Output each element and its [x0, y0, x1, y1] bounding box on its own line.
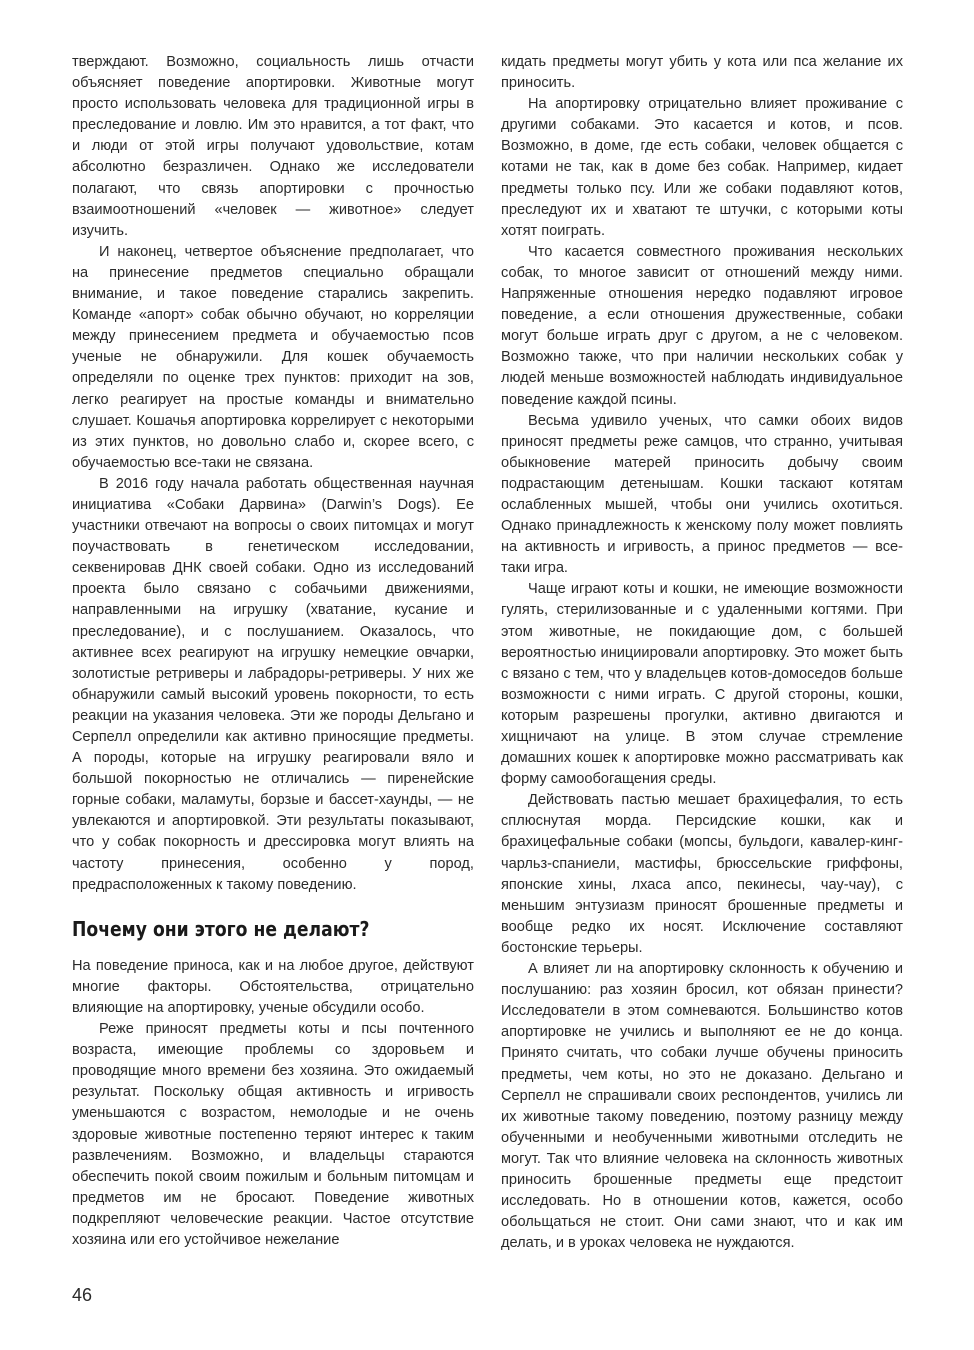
paragraph: тверждают. Возможно, социальность лишь отчасти объясняет поведение апортировки. Животные могут просто использовать человека для традиционной игры в преследование и ловлю. Им это нравится, а тот факт, что и люди от этой игры получают удовольствие, котам абсолютно безразличен. Однако же исследователи полагают, что связь апортировки с прочностью взаимоотношений «человек — животное» следует изучить. [72, 54, 474, 239]
paragraph: кидать предметы могут убить у кота или пса желание их приносить. [501, 54, 903, 92]
paragraph: Что касается совместного проживания нескольких собак, то многое зависит от отношений между ними. Напряженные отношения нередко подавляют игровое поведение, а если отношения дружественные, собаки могут больше играть друг с другом, а не с человеком. Возможно также, что при наличии нескольких собак у людей меньше возможностей наблюдать индивидуальное поведение каждой псины. [501, 243, 903, 408]
paragraph: А влияет ли на апортировку склонность к обучению и послушанию: раз хозяин бросил, кот обязан принести? Исследователи в этом сомневаются. Большинство котов апортировке не учились и выполняют ее не до конца. Принято считать, что собаки лучше обучены приносить предметы, чем коты, но это не доказано. Дельгано и Серпелл не спрашивали своих респондентов, учились ли их животные такому поведению, поэтому разницу между обученными и необученными животными отследить не могут. Так что влияние человека на склонность животных приносить брошенные предметы еще предстоит исследовать. Но в отношении котов, кажется, особо обольщаться не стоит. Они сами знают, что и как им делать, и в уроках человека не нуждаются. [501, 961, 903, 1252]
paragraph: На апортировку отрицательно влияет проживание с другими собаками. Это касается и котов, и псов. Возможно, в доме, где есть собаки, человек общается с котами не так, как в доме без собак. Например, кидает предметы только псу. Или же собаки подавляют котов, преследуют их и хватают те штучки, с которыми коты хотят поиграть. [501, 96, 903, 239]
page-number: 46 [72, 1285, 93, 1305]
paragraph: Действовать пастью мешает брахицефалия, то есть сплюснутая морда. Персидские кошки, как и брахицефальные собаки (мопсы, бульдоги, кавалер-кинг-чарльз-спаниели, мастифы, брюссельские гриффоны, японские хины, лхаса апсо, пекинесы, чау-чау), с меньшим энтузиазм приносят брошенные предметы и вообще редко их носят. Исключение составляют бостонские терьеры. [501, 792, 903, 956]
paragraph: На поведение приноса, как и на любое другое, действуют многие факторы. Обстоятельства, отрицательно влияющие на апортировку, ученые обсудили особо. [72, 957, 474, 1016]
paragraph: Реже приносят предметы коты и псы почтенного возраста, имеющие проблемы со здоровьем и проводящие много времени без хозяина. Это ожидаемый результат. Поскольку общая активность и игривость уменьшаются с возрастом, немолодые и не очень здоровые животные постепенно теряют интерес к таким развлечениям. Возможно, и владельцы стараются обеспечить покой своим пожилым и больным питомцам и предметов им не бросают. Поведение животных подкрепляют человеческие реакции. Частое отсутствие хозяина или его устойчивое нежелание [72, 1021, 474, 1248]
paragraph: Весьма удивило ученых, что самки обоих видов приносят предметы реже самцов, что странно, учитывая обыкновение матерей приносить добычу своим подрастающим детенышам. Кошки таскают котятам ослабленных мышей, чтобы они учились охотиться. Однако принадлежность к женскому полу может повлиять на активность и игривость, а принос предметов — все-таки игра. [501, 412, 903, 577]
right-column [501, 52, 903, 1254]
paragraph: Чаще играют коты и кошки, не имеющие возможности гулять, стерилизованные и с удаленными когтями. При этом животные, не покидающие дом, с большей вероятностью инициировали апортировку. Это может быть с вязано с тем, что у владельцев котов-домоседов больше возможности с ними играть. С другой стороны, кошки, которым разрешены прогулки, активно двигаются и хищничают на улице. В этом случае стремление домашних кошек к апортировке можно рассматривать как форму самообогащения среды. [501, 581, 903, 788]
paragraph: И наконец, четвертое объяснение предполагает, что на принесение предметов специально обращали внимание, и такое поведение старались закрепить. Команде «апорт» собак обычно обучают, но корреляции между принесением предмета и обучаемостью псов ученые не обнаружили. Для кошек обучаемость определяли по оценке трех пунктов: приходит на зов, легко реагирует на простые команды и внимательно слушает. Кошачья апортировка коррелирует с некоторыми из этих пунктов, но довольно слабо и, скорее всего, с обучаемостью все-таки не связана. [72, 243, 474, 471]
left-column [72, 52, 474, 1251]
section-heading: Почему они этого не делают? [72, 916, 370, 941]
paragraph: В 2016 году начала работать общественная научная инициатива «Собаки Дарвина» (Darwin’s Dogs). Ее участники отвечают на вопросы о своих питомцах и могут поучаствовать в генетическом исследовании, секвенировав ДНК своей собаки. Одно из исследований проекта было связано с собачьими движениями, направленными на игрушку (хватание, кусание и преследование), и с послушанием. Оказалось, что активнее всех реагируют на игрушку немецкие овчарки, золотистые ретриверы и лабрадоры-ретриверы. У них же обнаружили самый высокий уровень покорности, то есть реакции на указания человека. Эти же породы Дельгано и Серпелл определили как активно приносящие предметы. А породы, которые на игрушку реагировали вяло и большой покорностью не отличались — пиренейские горные собаки, маламуты, борзые и бассет-хаунды, — не увлекаются и апортировкой. Эти результаты показывают, что у собак покорность и дрессировка могут влиять на частоту принесения, особенно у пород, предрасположенных к такому поведению. [72, 475, 474, 893]
